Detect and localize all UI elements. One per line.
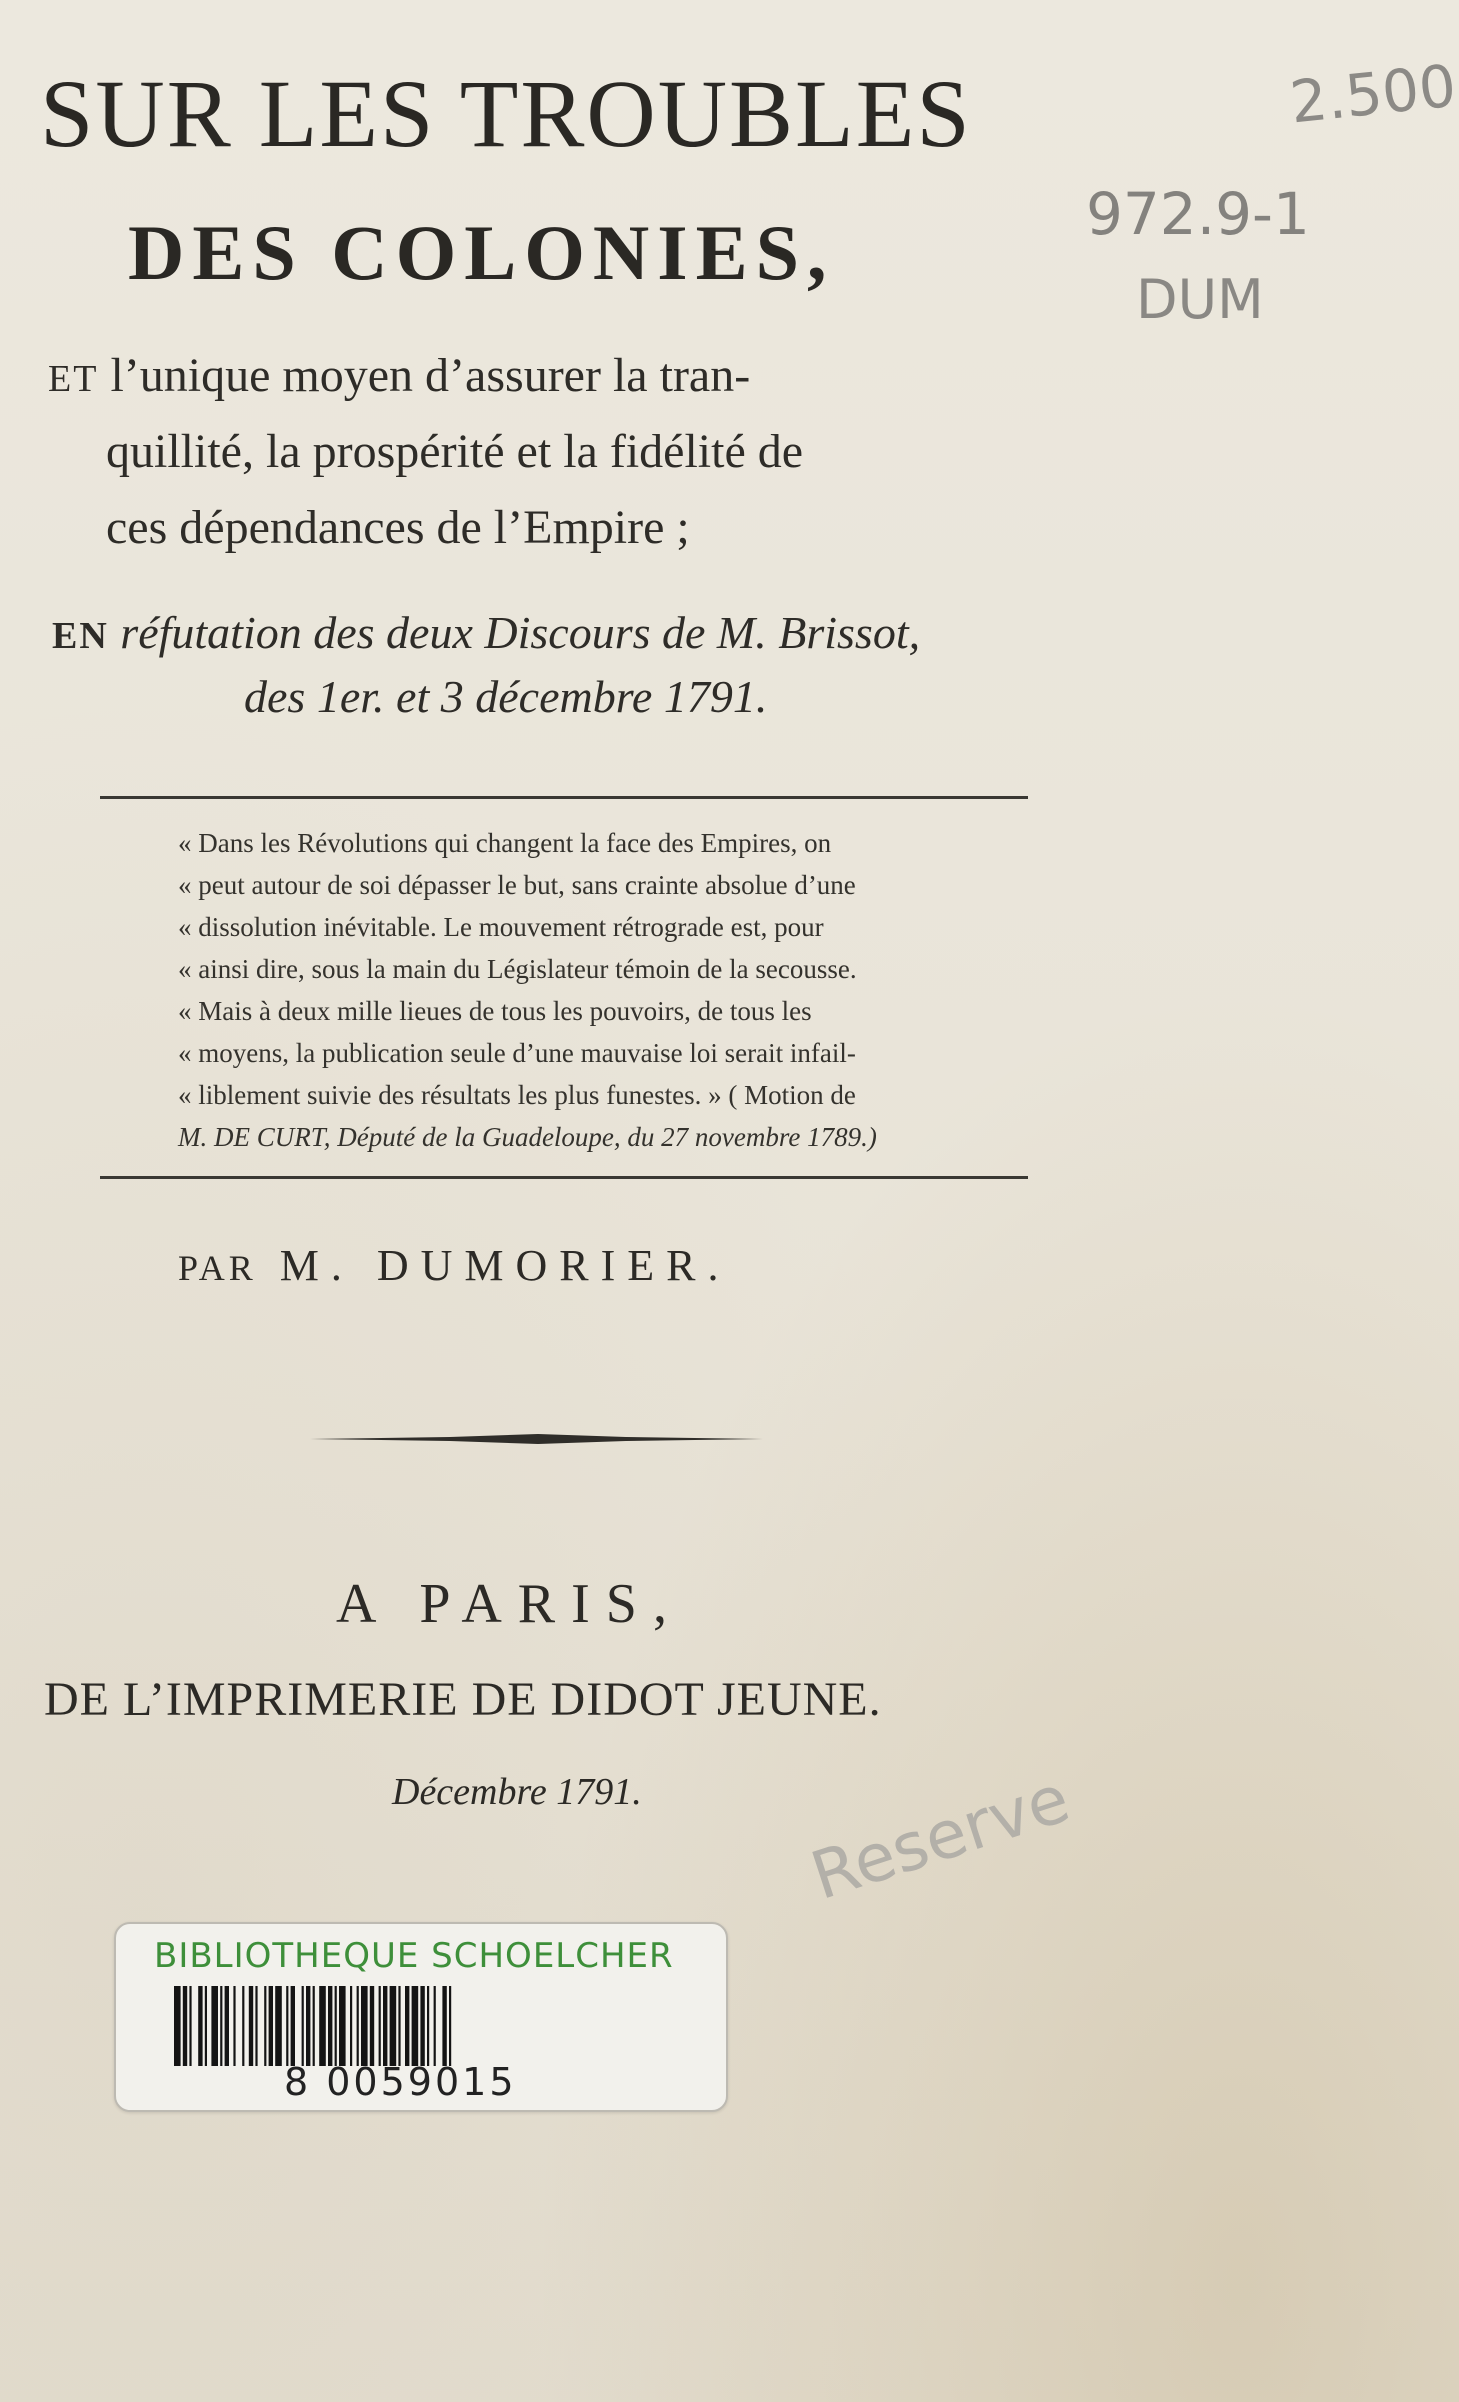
handwritten-shelfmark: 972.9-1 xyxy=(1086,180,1310,248)
barcode-bar xyxy=(233,1986,235,2066)
subtitle-lead: ET xyxy=(48,358,99,400)
subtitle-text-1: l’unique moyen d’assurer la tran- xyxy=(110,349,751,402)
author-line xyxy=(178,1240,731,1291)
barcode-bar xyxy=(220,1986,222,2066)
imprint-date: Décembre 1791. xyxy=(392,1771,642,1813)
handwritten-price: 2.500 xyxy=(1286,51,1459,137)
barcode-bar xyxy=(198,1986,202,2066)
refutation-text-1: réfutation des deux Discours de M. Brissot, xyxy=(120,607,921,658)
barcode-bar xyxy=(211,1986,218,2066)
title-line-2: DES COLONIES, xyxy=(128,209,835,296)
library-name: BIBLIOTHEQUE SCHOELCHER xyxy=(154,1936,674,1976)
barcode-bar xyxy=(313,1986,315,2066)
epigraph-line: « dissolution inévitable. Le mouvement rétrograde est, pour xyxy=(178,912,824,942)
author-name: M. DUMORIER. xyxy=(279,1241,731,1290)
epigraph-line: « Mais à deux mille lieues de tous les pouvoirs, de tous les xyxy=(178,996,812,1026)
barcode-bar xyxy=(398,1986,400,2066)
barcode-bar xyxy=(350,1986,352,2066)
barcode-bar xyxy=(357,1986,359,2066)
library-number: 8 0059015 xyxy=(284,2060,517,2104)
barcode-bar xyxy=(449,1986,451,2066)
epigraph-bottom-rule xyxy=(100,1176,1028,1179)
refutation-line-1 xyxy=(52,606,1052,659)
title-line-1: SUR LES TROUBLES xyxy=(40,60,972,167)
barcode-bar xyxy=(306,1986,310,2066)
barcode-bar xyxy=(319,1986,326,2066)
barcode-bar xyxy=(361,1986,368,2066)
refutation-line-2: des 1er. et 3 décembre 1791. xyxy=(244,671,768,722)
imprint-printer: DE L’IMPRIMERIE DE DIDOT JEUNE. xyxy=(44,1673,882,1726)
barcode-bar xyxy=(183,1986,187,2066)
barcode-bar xyxy=(255,1986,257,2066)
barcode-bar xyxy=(379,1986,381,2066)
epigraph-line: « moyens, la publication seule d’une mauvaise loi serait infail- xyxy=(178,1038,856,1068)
barcode-bar xyxy=(269,1986,273,2066)
subtitle-line-1 xyxy=(48,348,1048,403)
barcode-bar xyxy=(390,1986,397,2066)
subtitle-line-3: ces dépendances de l’Empire ; xyxy=(106,501,690,554)
barcode-bar xyxy=(286,1986,288,2066)
handwritten-shelf-code: DUM xyxy=(1136,268,1264,331)
epigraph-line: « ainsi dire, sous la main du Législateur témoin de la secousse. xyxy=(178,954,857,984)
barcode-bar xyxy=(420,1986,424,2066)
subtitle-line-2: quillité, la prospérité et la fidélité de xyxy=(106,425,804,478)
barcode-bar xyxy=(189,1986,191,2066)
epigraph-line: « liblement suivie des résultats les plus funestes. » ( Motion de xyxy=(178,1080,856,1110)
barcode-bar xyxy=(249,1986,253,2066)
barcode-bar xyxy=(405,1986,409,2066)
barcode-bar xyxy=(328,1986,332,2066)
epigraph-top-rule xyxy=(100,796,1028,799)
epigraph xyxy=(178,822,1032,1158)
barcode-bar xyxy=(383,1986,387,2066)
epigraph-line: « Dans les Révolutions qui changent la face des Empires, on xyxy=(178,828,832,858)
barcode-bar xyxy=(427,1986,429,2066)
barcode-bar xyxy=(335,1986,337,2066)
barcode-bar xyxy=(174,1986,181,2066)
handwritten-reserve: Reserve xyxy=(802,1759,1079,1915)
barcode-bar xyxy=(264,1986,266,2066)
barcode-bar xyxy=(412,1986,419,2066)
barcode-bar xyxy=(442,1986,446,2066)
barcode-bar xyxy=(225,1986,229,2066)
library-barcode-label xyxy=(114,1922,728,2112)
barcode xyxy=(174,1986,694,2066)
barcode-bar xyxy=(302,1986,304,2066)
author-prefix: PAR xyxy=(178,1248,257,1288)
imprint-place: A PARIS, xyxy=(336,1573,683,1635)
epigraph-attribution: M. DE CURT, Député de la Guadeloupe, du 27 novembre 1789.) xyxy=(178,1122,877,1152)
barcode-bar xyxy=(291,1986,295,2066)
barcode-bar xyxy=(339,1986,346,2066)
barcode-bar xyxy=(275,1986,282,2066)
barcode-bar xyxy=(242,1986,244,2066)
ornament-rule xyxy=(310,1432,766,1446)
epigraph-line: « peut autour de soi dépasser le but, sans crainte absolue d’une xyxy=(178,870,856,900)
barcode-bar xyxy=(205,1986,207,2066)
barcode-bar xyxy=(434,1986,436,2066)
refutation-lead: EN xyxy=(52,615,109,657)
barcode-bar xyxy=(370,1986,374,2066)
